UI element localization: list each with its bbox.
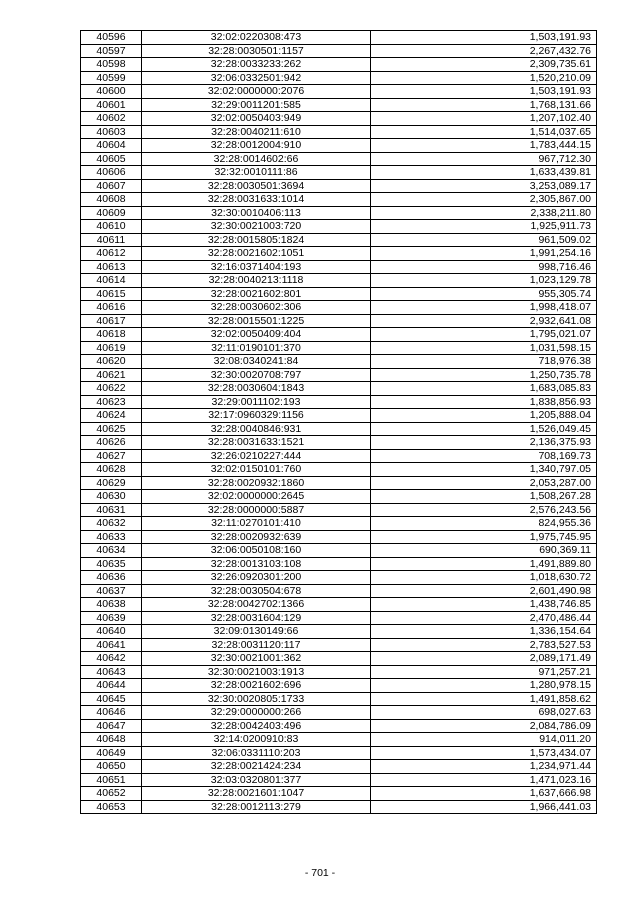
value-cell: 2,470,486.44 [371,611,597,625]
value-cell: 1,783,444.15 [371,139,597,153]
cadastral-number-cell: 32:29:0011201:585 [142,98,371,112]
value-cell: 2,783,527.53 [371,638,597,652]
value-cell: 1,925,911.73 [371,220,597,234]
row-number-cell: 40631 [81,503,142,517]
row-number-cell: 40597 [81,44,142,58]
table-row [81,274,597,288]
table-row [81,530,597,544]
value-cell: 2,084,786.09 [371,719,597,733]
row-number-cell: 40604 [81,139,142,153]
value-cell: 1,491,858.62 [371,692,597,706]
value-cell: 1,503,191.93 [371,85,597,99]
table-row [81,652,597,666]
table-row [81,787,597,801]
cadastral-number-cell: 32:30:0021001:362 [142,652,371,666]
value-cell: 2,267,432.76 [371,44,597,58]
row-number-cell: 40652 [81,787,142,801]
cadastral-number-cell: 32:28:0031633:1014 [142,193,371,207]
value-cell: 2,601,490.98 [371,584,597,598]
table-row [81,719,597,733]
cadastral-number-cell: 32:06:0332501:942 [142,71,371,85]
table-row [81,463,597,477]
value-cell: 961,509.02 [371,233,597,247]
row-number-cell: 40611 [81,233,142,247]
value-cell: 1,520,210.09 [371,71,597,85]
table-row [81,44,597,58]
cadastral-number-cell: 32:02:0150101:760 [142,463,371,477]
value-cell: 708,169.73 [371,449,597,463]
value-cell: 690,369.11 [371,544,597,558]
value-cell: 955,305.74 [371,287,597,301]
row-number-cell: 40602 [81,112,142,126]
table-row [81,71,597,85]
cadastral-number-cell: 32:28:0021602:801 [142,287,371,301]
row-number-cell: 40643 [81,665,142,679]
table-row [81,139,597,153]
cadastral-number-cell: 32:28:0042403:496 [142,719,371,733]
cadastral-number-cell: 32:02:0220308:473 [142,31,371,45]
row-number-cell: 40648 [81,733,142,747]
value-cell: 2,053,287.00 [371,476,597,490]
row-number-cell: 40607 [81,179,142,193]
cadastral-number-cell: 32:26:0920301:200 [142,571,371,585]
table-row [81,692,597,706]
table-row [81,706,597,720]
cadastral-number-cell: 32:30:0021003:1913 [142,665,371,679]
table-row [81,260,597,274]
table-row [81,247,597,261]
row-number-cell: 40634 [81,544,142,558]
value-cell: 1,998,418.07 [371,301,597,315]
table-row [81,355,597,369]
row-number-cell: 40613 [81,260,142,274]
table-row [81,206,597,220]
cadastral-number-cell: 32:16:0371404:193 [142,260,371,274]
cadastral-number-cell: 32:30:0021003:720 [142,220,371,234]
cadastral-number-cell: 32:30:0020805:1733 [142,692,371,706]
row-number-cell: 40630 [81,490,142,504]
row-number-cell: 40627 [81,449,142,463]
row-number-cell: 40622 [81,382,142,396]
row-number-cell: 40603 [81,125,142,139]
table-row [81,503,597,517]
row-number-cell: 40599 [81,71,142,85]
cadastral-number-cell: 32:28:0042702:1366 [142,598,371,612]
cadastral-number-cell: 32:02:0050403:949 [142,112,371,126]
value-cell: 1,975,745.95 [371,530,597,544]
row-number-cell: 40651 [81,773,142,787]
row-number-cell: 40641 [81,638,142,652]
cadastral-number-cell: 32:28:0030604:1843 [142,382,371,396]
table-row [81,571,597,585]
table-row [81,341,597,355]
value-cell: 2,576,243.56 [371,503,597,517]
cadastral-number-cell: 32:06:0050108:160 [142,544,371,558]
cadastral-number-cell: 32:28:0040846:931 [142,422,371,436]
row-number-cell: 40617 [81,314,142,328]
row-number-cell: 40605 [81,152,142,166]
page-number: - 701 - [304,867,336,879]
value-cell: 1,637,666.98 [371,787,597,801]
cadastral-number-cell: 32:26:0210227:444 [142,449,371,463]
cadastral-number-cell: 32:28:0021424:234 [142,760,371,774]
row-number-cell: 40628 [81,463,142,477]
table-row [81,220,597,234]
value-cell: 1,250,735.78 [371,368,597,382]
cadastral-number-cell: 32:11:0190101:370 [142,341,371,355]
cadastral-number-cell: 32:02:0000000:2076 [142,85,371,99]
cadastral-number-cell: 32:28:0012004:910 [142,139,371,153]
cadastral-number-cell: 32:28:0031120:117 [142,638,371,652]
row-number-cell: 40596 [81,31,142,45]
row-number-cell: 40635 [81,557,142,571]
row-number-cell: 40618 [81,328,142,342]
row-number-cell: 40601 [81,98,142,112]
cadastral-number-cell: 32:28:0030501:1157 [142,44,371,58]
row-number-cell: 40642 [81,652,142,666]
cadastral-number-cell: 32:30:0020708:797 [142,368,371,382]
row-number-cell: 40616 [81,301,142,315]
table-row [81,773,597,787]
table-row [81,598,597,612]
table-body [81,31,597,814]
table-row [81,314,597,328]
table-row [81,193,597,207]
row-number-cell: 40647 [81,719,142,733]
table-row [81,638,597,652]
value-cell: 1,573,434.07 [371,746,597,760]
value-cell: 1,491,889.80 [371,557,597,571]
value-cell: 1,795,021.07 [371,328,597,342]
row-number-cell: 40632 [81,517,142,531]
table-row [81,409,597,423]
row-number-cell: 40608 [81,193,142,207]
cadastral-number-cell: 32:28:0020932:639 [142,530,371,544]
table-row [81,328,597,342]
row-number-cell: 40624 [81,409,142,423]
value-cell: 1,023,129.78 [371,274,597,288]
cadastral-number-cell: 32:28:0013103:108 [142,557,371,571]
value-cell: 1,526,049.45 [371,422,597,436]
value-cell: 1,031,598.15 [371,341,597,355]
row-number-cell: 40645 [81,692,142,706]
table-row [81,584,597,598]
table-row [81,98,597,112]
row-number-cell: 40649 [81,746,142,760]
cadastral-number-cell: 32:32:0010111:86 [142,166,371,180]
cadastral-number-cell: 32:28:0014602:66 [142,152,371,166]
cadastral-number-cell: 32:28:0000000:5887 [142,503,371,517]
table-row [81,611,597,625]
cadastral-number-cell: 32:28:0015501:1225 [142,314,371,328]
cadastral-number-cell: 32:28:0021601:1047 [142,787,371,801]
row-number-cell: 40615 [81,287,142,301]
table-row [81,85,597,99]
row-number-cell: 40612 [81,247,142,261]
table-row [81,422,597,436]
row-number-cell: 40633 [81,530,142,544]
row-number-cell: 40636 [81,571,142,585]
row-number-cell: 40640 [81,625,142,639]
row-number-cell: 40610 [81,220,142,234]
value-cell: 3,253,089.17 [371,179,597,193]
value-cell: 1,508,267.28 [371,490,597,504]
cadastral-number-cell: 32:28:0030602:306 [142,301,371,315]
cadastral-number-cell: 32:30:0010406:113 [142,206,371,220]
value-cell: 1,838,856.93 [371,395,597,409]
cadastral-number-cell: 32:28:0021602:1051 [142,247,371,261]
table-row [81,395,597,409]
value-cell: 971,257.21 [371,665,597,679]
cadastral-number-cell: 32:17:0960329:1156 [142,409,371,423]
table-row [81,31,597,45]
value-cell: 2,309,735.61 [371,58,597,72]
value-cell: 1,336,154.64 [371,625,597,639]
row-number-cell: 40623 [81,395,142,409]
cadastral-number-cell: 32:28:0040213:1118 [142,274,371,288]
value-cell: 1,340,797.05 [371,463,597,477]
table-row [81,436,597,450]
cadastral-number-cell: 32:09:0130149:66 [142,625,371,639]
value-cell: 1,471,023.16 [371,773,597,787]
value-cell: 2,338,211.80 [371,206,597,220]
table-row [81,760,597,774]
table-row [81,733,597,747]
value-cell: 1,207,102.40 [371,112,597,126]
value-cell: 2,305,867.00 [371,193,597,207]
table-row [81,287,597,301]
value-cell: 1,991,254.16 [371,247,597,261]
row-number-cell: 40637 [81,584,142,598]
table-row [81,557,597,571]
value-cell: 1,503,191.93 [371,31,597,45]
cadastral-number-cell: 32:28:0020932:1860 [142,476,371,490]
cadastral-number-cell: 32:28:0015805:1824 [142,233,371,247]
cadastral-number-cell: 32:28:0030504:678 [142,584,371,598]
row-number-cell: 40639 [81,611,142,625]
value-cell: 1,234,971.44 [371,760,597,774]
table-row [81,625,597,639]
table-row [81,368,597,382]
table-row [81,301,597,315]
table-row [81,490,597,504]
cadastral-number-cell: 32:28:0031604:129 [142,611,371,625]
value-cell: 1,966,441.03 [371,800,597,814]
value-cell: 967,712.30 [371,152,597,166]
table-row [81,125,597,139]
row-number-cell: 40621 [81,368,142,382]
table-row [81,152,597,166]
value-cell: 718,976.38 [371,355,597,369]
cadastral-number-cell: 32:28:0033233:262 [142,58,371,72]
value-cell: 2,089,171.49 [371,652,597,666]
value-cell: 1,205,888.04 [371,409,597,423]
table-row [81,179,597,193]
row-number-cell: 40629 [81,476,142,490]
table-row [81,517,597,531]
row-number-cell: 40638 [81,598,142,612]
row-number-cell: 40626 [81,436,142,450]
cadastral-number-cell: 32:28:0031633:1521 [142,436,371,450]
table-row [81,544,597,558]
table-row [81,476,597,490]
value-cell: 1,683,085.83 [371,382,597,396]
cadastral-number-cell: 32:29:0000000:266 [142,706,371,720]
row-number-cell: 40620 [81,355,142,369]
table-row [81,746,597,760]
value-cell: 1,514,037.65 [371,125,597,139]
row-number-cell: 40609 [81,206,142,220]
value-cell: 824,955.36 [371,517,597,531]
cadastral-number-cell: 32:06:0331110:203 [142,746,371,760]
row-number-cell: 40614 [81,274,142,288]
cadastral-number-cell: 32:08:0340241:84 [142,355,371,369]
cadastral-number-cell: 32:02:0000000:2645 [142,490,371,504]
cadastral-number-cell: 32:29:0011102:193 [142,395,371,409]
table-row [81,112,597,126]
value-cell: 914,011.20 [371,733,597,747]
cadastral-number-cell: 32:28:0021602:696 [142,679,371,693]
table-row [81,665,597,679]
cadastral-number-cell: 32:11:0270101:410 [142,517,371,531]
row-number-cell: 40606 [81,166,142,180]
value-cell: 1,438,746.85 [371,598,597,612]
value-cell: 698,027.63 [371,706,597,720]
row-number-cell: 40619 [81,341,142,355]
cadastral-number-cell: 32:14:0200910:83 [142,733,371,747]
row-number-cell: 40598 [81,58,142,72]
table-row [81,800,597,814]
row-number-cell: 40600 [81,85,142,99]
value-cell: 1,768,131.66 [371,98,597,112]
value-cell: 1,633,439.81 [371,166,597,180]
table-row [81,679,597,693]
cadastral-value-table [80,30,597,814]
table-row [81,382,597,396]
row-number-cell: 40653 [81,800,142,814]
value-cell: 2,932,641.08 [371,314,597,328]
row-number-cell: 40650 [81,760,142,774]
cadastral-number-cell: 32:03:0320801:377 [142,773,371,787]
cadastral-number-cell: 32:28:0030501:3694 [142,179,371,193]
row-number-cell: 40644 [81,679,142,693]
cadastral-number-cell: 32:28:0012113:279 [142,800,371,814]
cadastral-number-cell: 32:28:0040211:610 [142,125,371,139]
table-row [81,233,597,247]
table-row [81,58,597,72]
table-row [81,166,597,180]
value-cell: 1,018,630.72 [371,571,597,585]
row-number-cell: 40625 [81,422,142,436]
value-cell: 1,280,978.15 [371,679,597,693]
value-cell: 998,716.46 [371,260,597,274]
row-number-cell: 40646 [81,706,142,720]
cadastral-number-cell: 32:02:0050409:404 [142,328,371,342]
table-row [81,449,597,463]
value-cell: 2,136,375.93 [371,436,597,450]
